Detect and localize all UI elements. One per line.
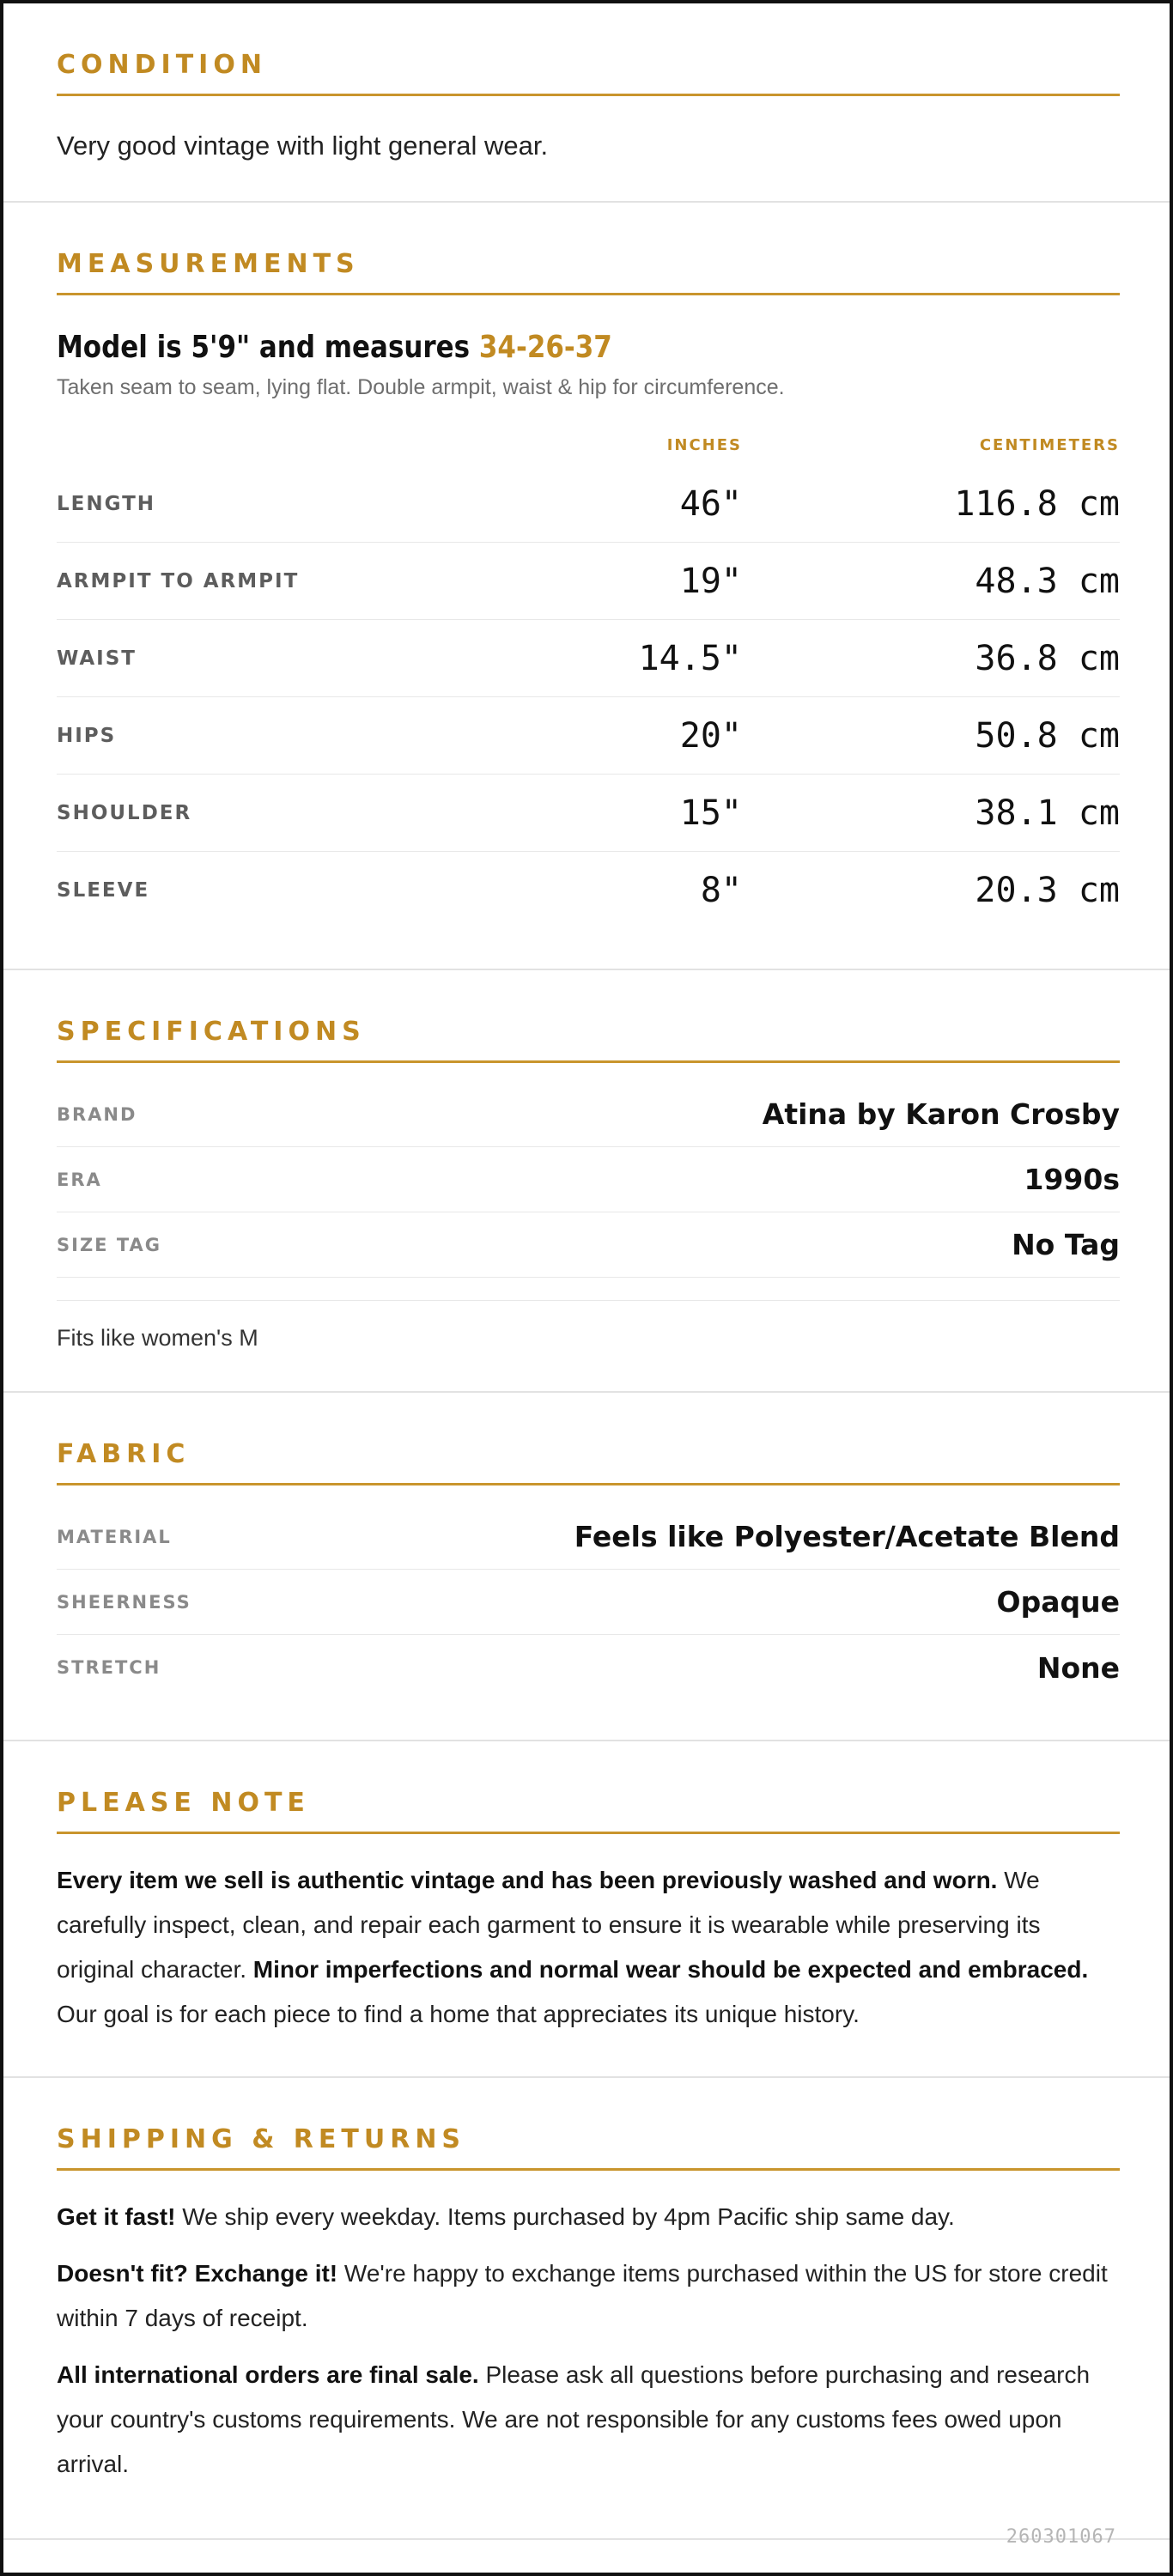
shipping-text: Please ask all questions before purchasing and research your country's customs requirements. We are not responsible for any customs fees owed upon arrival. <box>57 2361 1091 2477</box>
shipping-text: We ship every weekday. Items purchased by 4pm Pacific ship same day. <box>175 2203 955 2230</box>
shipping-bold-lead: Get it fast! <box>57 2203 176 2230</box>
spec-value: 1990s <box>1024 1163 1120 1196</box>
measurements-table <box>57 465 1120 929</box>
spec-row-era <box>57 1147 1120 1212</box>
please-note-section <box>3 1741 1170 2078</box>
measurement-cm: 48.3 cm <box>975 561 1120 601</box>
spec-value: No Tag <box>1012 1228 1120 1261</box>
fit-note: Fits like women's M <box>57 1300 1120 1352</box>
measurement-label: ARMPIT TO ARMPIT <box>57 569 300 592</box>
measurement-cm: 36.8 cm <box>975 638 1120 678</box>
note-text: We carefully inspect, clean, and repair each garment to ensure it is wearable while preserving its original character. <box>57 1867 1041 1983</box>
measurement-label: HIPS <box>57 724 117 747</box>
measurement-inches: 46" <box>679 483 742 524</box>
measurement-method-note: Taken seam to seam, lying flat. Double armpit, waist & hip for circumference. <box>57 375 785 399</box>
measurement-row-shoulder <box>57 775 1120 852</box>
fabric-row-material <box>57 1504 1120 1570</box>
measurement-row-waist <box>57 620 1120 697</box>
measurement-inches: 8" <box>700 871 742 910</box>
shipping-heading: SHIPPING & RETURNS <box>57 2124 1120 2171</box>
inches-column-header: INCHES <box>666 435 742 454</box>
note-text: Our goal is for each piece to find a home that appreciates its unique history. <box>57 2001 860 2027</box>
fabric-label: SHEERNESS <box>57 1591 191 1613</box>
model-measures-prefix: Model is 5'9" and measures <box>57 330 479 365</box>
measurement-label: LENGTH <box>57 492 156 515</box>
measurements-section <box>3 203 1170 970</box>
shipping-bold-lead: Doesn't fit? Exchange it! <box>57 2260 338 2287</box>
fabric-value: Opaque <box>996 1585 1120 1619</box>
measurement-label: SLEEVE <box>57 879 150 902</box>
measurement-cm: 38.1 cm <box>975 793 1120 833</box>
shipping-text: We're happy to exchange items purchased within the US for store credit within 7 days of receipt. <box>57 2260 1108 2331</box>
note-bold-statement: Every item we sell is authentic vintage and has been previously washed and worn. <box>57 1867 998 1893</box>
model-measures-line <box>57 330 971 365</box>
please-note-heading: PLEASE NOTE <box>57 1788 1120 1834</box>
spec-row-brand <box>57 1082 1120 1147</box>
measurement-cm: 20.3 cm <box>975 871 1120 910</box>
spec-value: Atina by Karon Crosby <box>762 1097 1120 1131</box>
specifications-list <box>57 1082 1120 1278</box>
fabric-heading: FABRIC <box>57 1439 1120 1485</box>
measurement-inches: 14.5" <box>638 638 742 678</box>
model-measures-figure: 34-26-37 <box>478 330 612 365</box>
spec-label: SIZE TAG <box>57 1234 162 1255</box>
measurement-inches: 15" <box>679 793 742 833</box>
shipping-bold-lead: All international orders are final sale. <box>57 2361 479 2388</box>
product-code: 260301067 <box>1006 2526 1116 2548</box>
fabric-row-stretch <box>57 1635 1120 1700</box>
fabric-value: Feels like Polyester/Acetate Blend <box>574 1520 1120 1553</box>
fabric-label: STRETCH <box>57 1657 161 1678</box>
measurement-row-length <box>57 465 1120 543</box>
fabric-list <box>57 1504 1120 1700</box>
measurement-cm: 116.8 cm <box>954 483 1120 524</box>
condition-text: Very good vintage with light general wear. <box>57 131 549 161</box>
international-paragraph <box>57 2353 1120 2487</box>
spec-row-size-tag <box>57 1212 1120 1278</box>
shipping-paragraph <box>57 2195 1120 2239</box>
shipping-info <box>57 2195 1120 2487</box>
measurement-row-armpit <box>57 543 1120 620</box>
measurements-table-header <box>57 424 1120 465</box>
note-bold-statement: Minor imperfections and normal wear should be expected and embraced. <box>252 1956 1089 1983</box>
fabric-section <box>3 1393 1170 1741</box>
fabric-value: None <box>1036 1650 1120 1685</box>
centimeters-column-header: CENTIMETERS <box>979 435 1120 454</box>
measurement-row-sleeve <box>57 852 1120 929</box>
measurement-label: SHOULDER <box>57 801 192 824</box>
fabric-row-sheerness <box>57 1570 1120 1635</box>
spec-label: ERA <box>57 1169 102 1190</box>
shipping-returns-section <box>3 2078 1170 2540</box>
measurement-inches: 19" <box>679 561 742 601</box>
measurements-heading: MEASUREMENTS <box>57 249 1120 295</box>
measurement-row-hips <box>57 697 1120 775</box>
condition-section <box>3 3 1170 203</box>
condition-heading: CONDITION <box>57 50 1120 96</box>
spec-label: BRAND <box>57 1103 137 1125</box>
fabric-label: MATERIAL <box>57 1526 172 1547</box>
measurement-cm: 50.8 cm <box>975 715 1120 756</box>
measurement-inches: 20" <box>679 715 742 756</box>
please-note-text <box>57 1858 1120 2037</box>
exchange-paragraph <box>57 2251 1120 2341</box>
measurement-label: WAIST <box>57 647 137 670</box>
specifications-heading: SPECIFICATIONS <box>57 1017 1120 1063</box>
specifications-section <box>3 970 1170 1393</box>
